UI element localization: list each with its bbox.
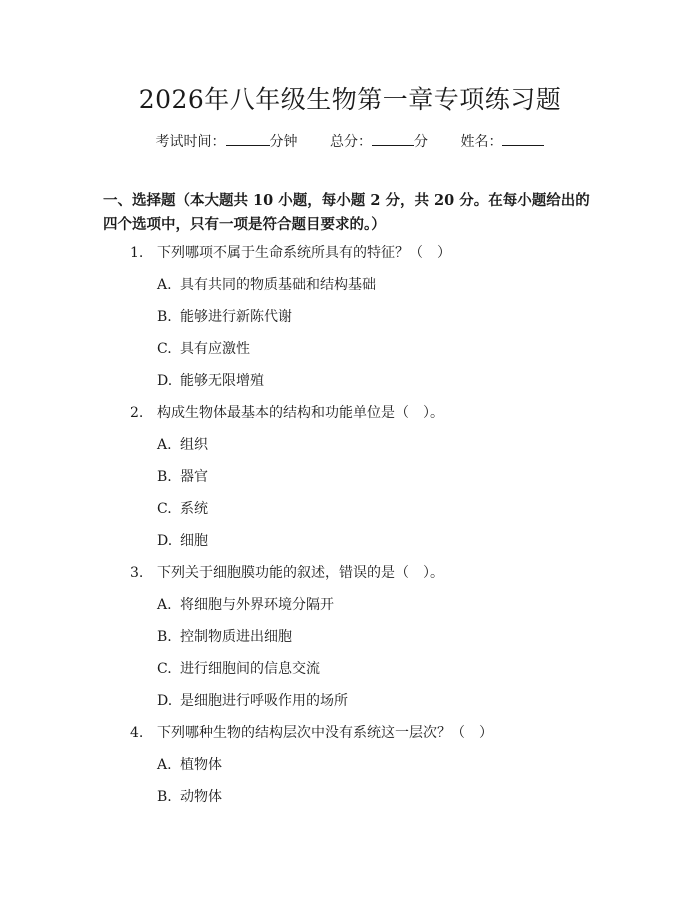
option-letter: B.	[157, 629, 172, 645]
question-stem	[0, 241, 700, 273]
section-heading: 一、选择题（本大题共 10 小题，每小题 2 分，共 20 分。在每小题给出的四个选项中，只有一项是符合题目要求的。）	[103, 192, 590, 233]
option-letter: A.	[157, 757, 172, 773]
option-text: 器官	[180, 469, 208, 485]
student-name-label: 姓名：	[460, 134, 503, 150]
option-text: 动物体	[180, 789, 222, 805]
option-text: 具有应激性	[180, 341, 250, 357]
student-name-blank[interactable]	[502, 131, 544, 146]
question-list	[0, 241, 700, 817]
total-score-unit: 分	[414, 134, 428, 150]
total-score-field	[330, 131, 428, 151]
question-item	[0, 241, 700, 401]
option-text: 将细胞与外界环境分隔开	[180, 597, 334, 613]
option-text: 控制物质进出细胞	[180, 629, 292, 645]
question-number: 4.	[130, 725, 144, 741]
option-text: 是细胞进行呼吸作用的场所	[180, 693, 348, 709]
answer-option[interactable]	[0, 433, 700, 465]
option-letter: B.	[157, 469, 172, 485]
total-score-blank[interactable]	[372, 131, 414, 146]
question-number: 1.	[130, 245, 144, 261]
option-letter: A.	[157, 597, 172, 613]
question-item	[0, 561, 700, 721]
exam-time-blank[interactable]	[226, 131, 270, 146]
option-letter: D.	[157, 533, 173, 549]
answer-option[interactable]	[0, 753, 700, 785]
option-text: 能够无限增殖	[180, 373, 264, 389]
question-stem	[0, 561, 700, 593]
answer-option[interactable]	[0, 657, 700, 689]
question-number: 2.	[130, 405, 144, 421]
question-number: 3.	[130, 565, 144, 581]
exam-time-label: 考试时间：	[155, 134, 226, 150]
option-letter: B.	[157, 789, 172, 805]
option-text: 具有共同的物质基础和结构基础	[180, 277, 376, 293]
question-text: 下列关于细胞膜功能的叙述，错误的是（ ）。	[157, 565, 444, 581]
option-letter: C.	[157, 501, 172, 517]
option-letter: A.	[157, 437, 172, 453]
option-text: 系统	[180, 501, 208, 517]
question-stem	[0, 401, 700, 433]
option-text: 植物体	[180, 757, 222, 773]
option-letter: B.	[157, 309, 172, 325]
option-text: 细胞	[180, 533, 208, 549]
answer-option[interactable]	[0, 497, 700, 529]
answer-option[interactable]	[0, 625, 700, 657]
answer-option[interactable]	[0, 593, 700, 625]
question-text: 构成生物体最基本的结构和功能单位是（ ）。	[157, 405, 444, 421]
answer-option[interactable]	[0, 465, 700, 497]
exam-time-unit: 分钟	[269, 134, 298, 150]
question-stem	[0, 721, 700, 753]
student-name-field	[460, 131, 544, 151]
question-item	[0, 721, 700, 817]
question-text: 下列哪种生物的结构层次中没有系统这一层次？（ ）	[157, 725, 493, 741]
answer-option[interactable]	[0, 369, 700, 401]
option-letter: C.	[157, 661, 172, 677]
exam-title: 2026年八年级生物第一章专项练习题	[138, 85, 562, 114]
question-text: 下列哪项不属于生命系统所具有的特征？（ ）	[157, 245, 451, 261]
answer-option[interactable]	[0, 785, 700, 817]
answer-option[interactable]	[0, 273, 700, 305]
total-score-label: 总分：	[330, 134, 372, 150]
answer-option[interactable]	[0, 305, 700, 337]
option-text: 能够进行新陈代谢	[180, 309, 292, 325]
exam-time-field	[156, 131, 298, 151]
exam-info-row	[0, 131, 700, 151]
question-item	[0, 401, 700, 561]
answer-option[interactable]	[0, 529, 700, 561]
option-letter: C.	[157, 341, 172, 357]
option-letter: D.	[157, 373, 173, 389]
option-text: 组织	[180, 437, 208, 453]
option-letter: D.	[157, 693, 173, 709]
option-text: 进行细胞间的信息交流	[180, 661, 320, 677]
answer-option[interactable]	[0, 337, 700, 369]
answer-option[interactable]	[0, 689, 700, 721]
option-letter: A.	[157, 277, 172, 293]
